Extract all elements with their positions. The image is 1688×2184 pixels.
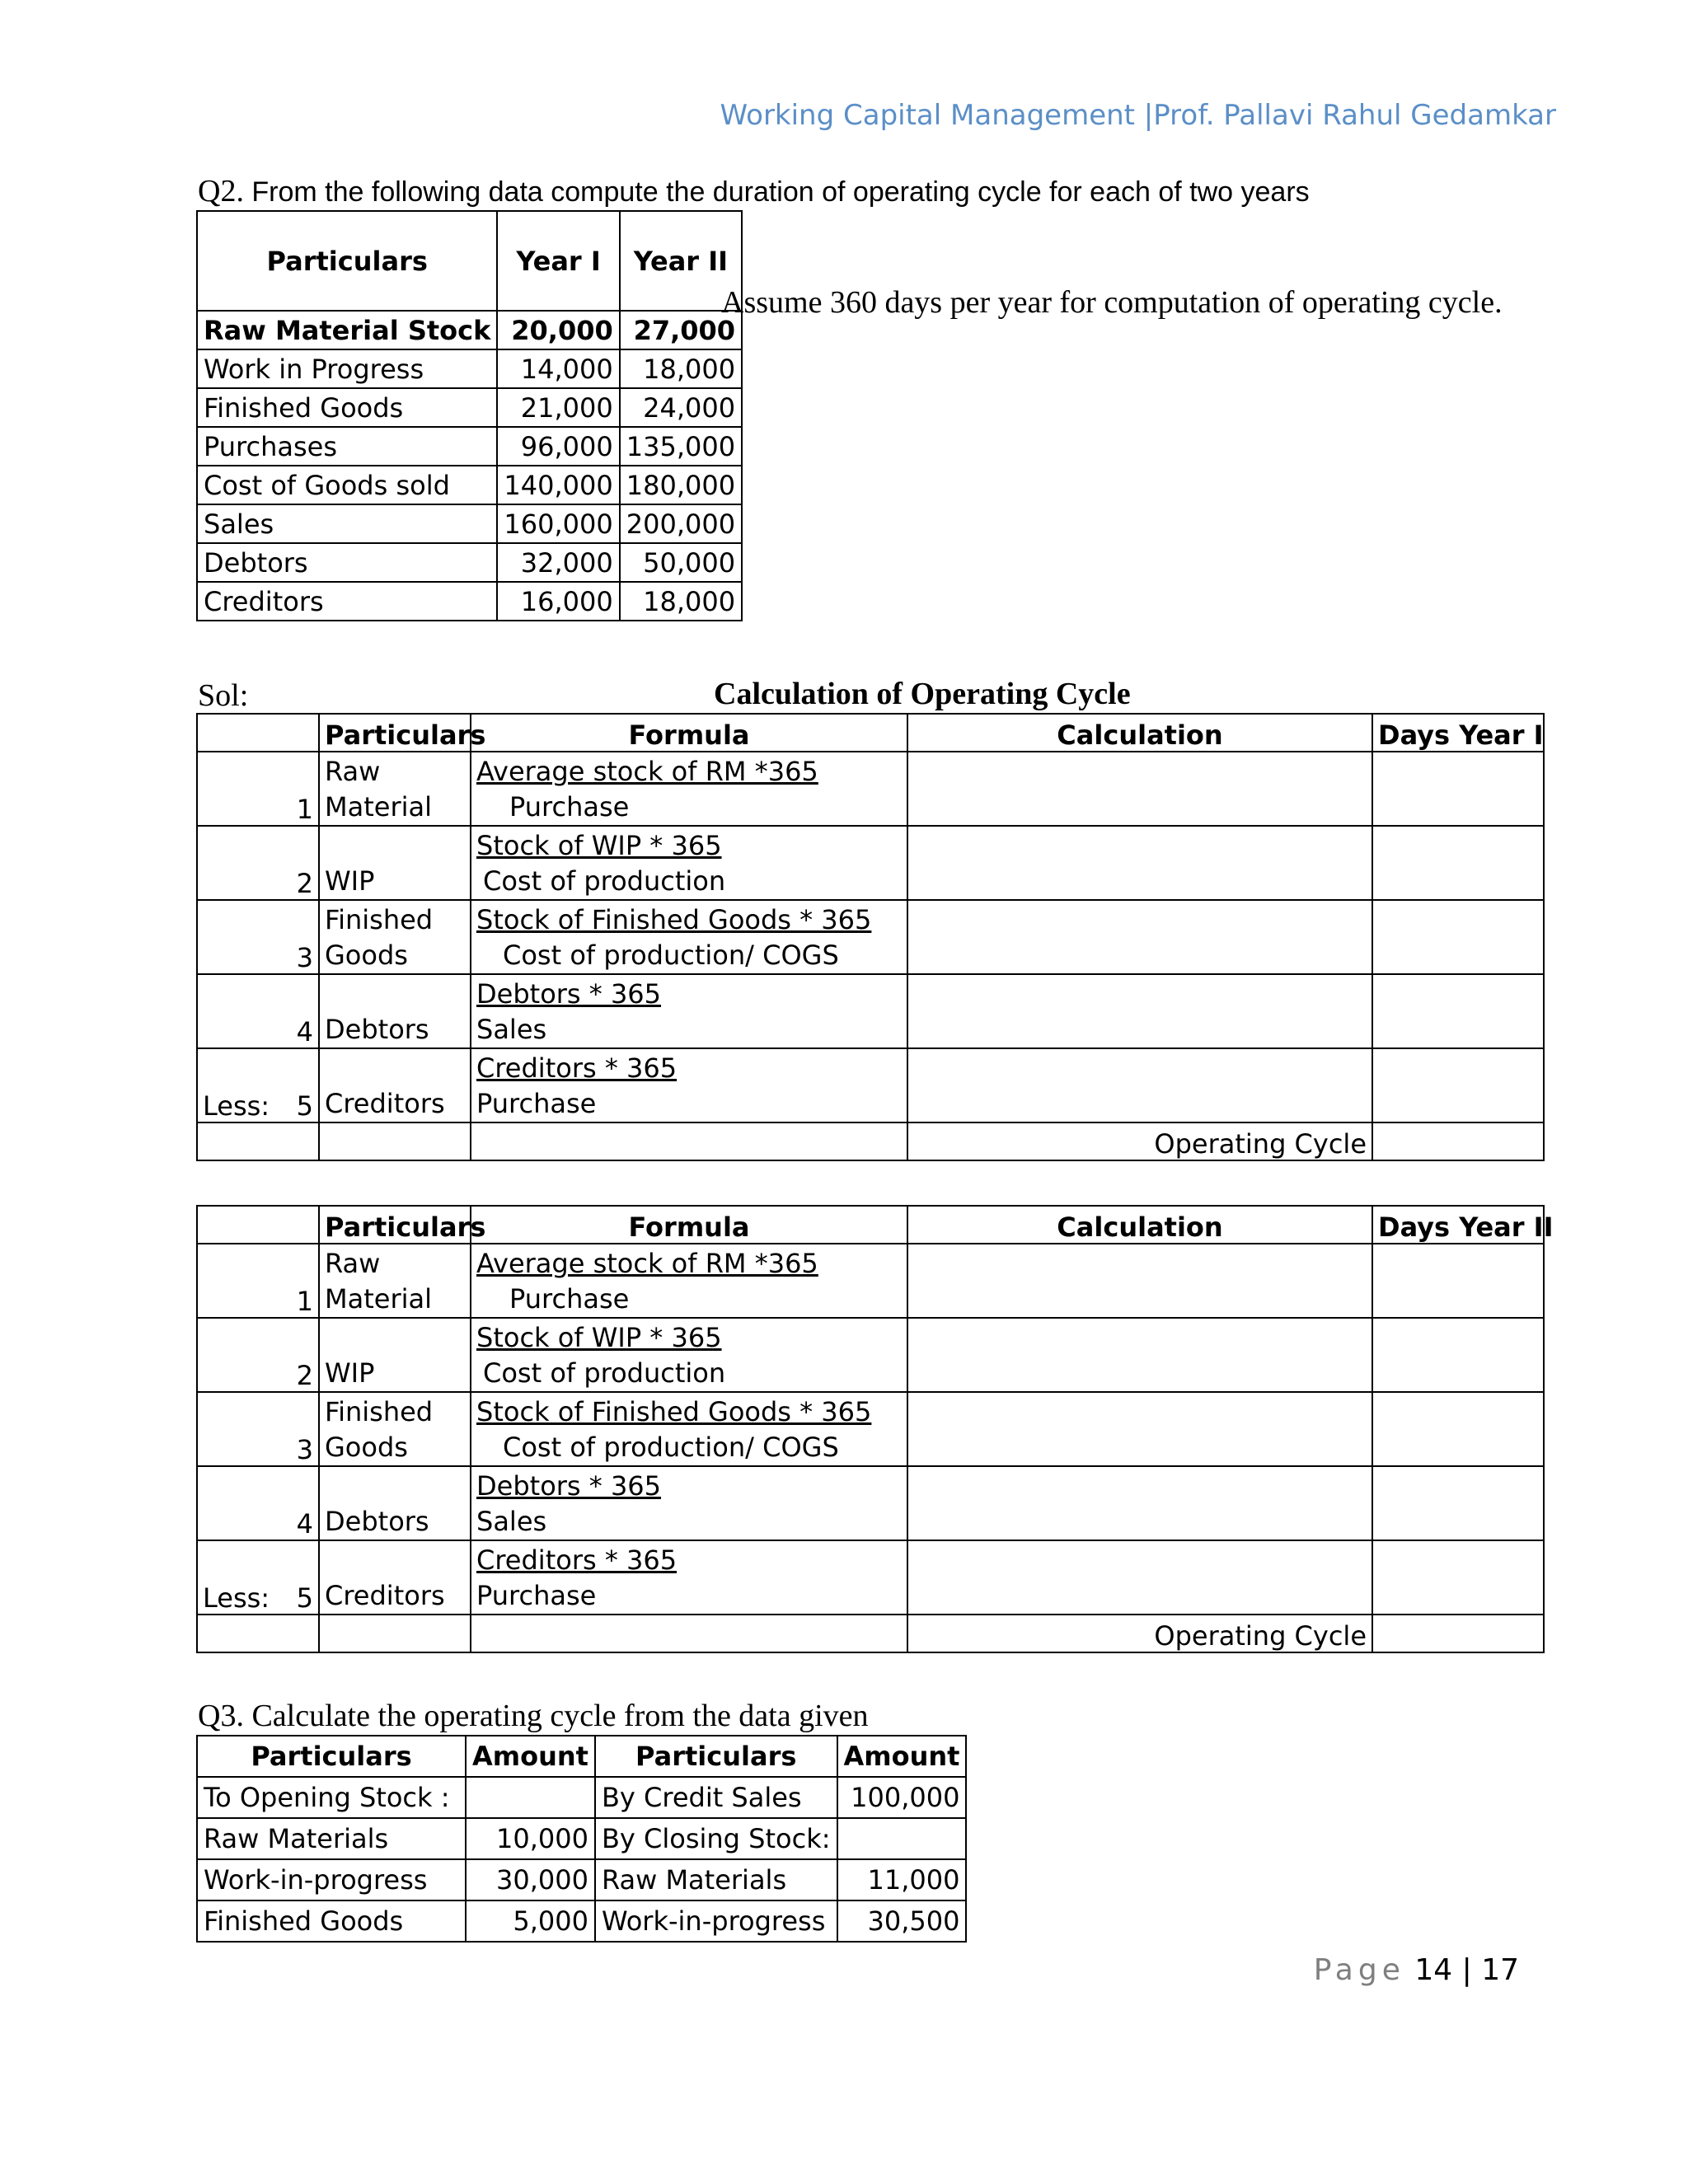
cycle-calculation <box>907 752 1372 826</box>
page-footer <box>1314 1953 1519 1987</box>
q2-row <box>197 504 742 543</box>
cycle-formula <box>471 826 907 900</box>
q3-text: Calculate the operating cycle from the data given <box>243 1699 869 1733</box>
q2-cell-year1: 14,000 <box>497 349 619 388</box>
cycle-sno <box>197 1540 319 1615</box>
cycle1-header-formula: Formula <box>471 714 907 752</box>
cycle-formula <box>471 1244 907 1318</box>
q3-cell-particular-right: By Closing Stock: <box>595 1818 837 1859</box>
page-current: 14 <box>1414 1953 1453 1987</box>
cycle-particular <box>319 1540 471 1615</box>
cycle1-row <box>197 826 1544 900</box>
cycle2-header-sno <box>197 1206 319 1244</box>
q3-header-particulars-right: Particulars <box>595 1736 837 1777</box>
cycle-formula-numerator: Stock of Finished Goods * 365 <box>476 904 872 935</box>
cycle-formula-numerator: Average stock of RM *365 <box>476 756 818 787</box>
cycle-formula-denominator: Cost of production/ COGS <box>503 940 839 971</box>
cycle-formula-denominator: Sales <box>476 1014 547 1045</box>
q3-cell-particular-right: Work-in-progress <box>595 1900 837 1942</box>
page-word: Page <box>1313 1953 1405 1987</box>
cycle-sno <box>197 752 319 826</box>
cycle-particular <box>319 900 471 974</box>
q3-cell-particular-left: Finished Goods <box>197 1900 466 1942</box>
cycle-less-label: Less: <box>203 1582 270 1614</box>
cycle2-operating-cycle-label: Operating Cycle <box>907 1615 1372 1652</box>
cycle-sno <box>197 1048 319 1122</box>
cycle-days <box>1372 826 1544 900</box>
q2-cell-year2: 200,000 <box>620 504 742 543</box>
cycle1-row <box>197 900 1544 974</box>
q2-question <box>198 173 1310 209</box>
cycle-days <box>1372 752 1544 826</box>
q2-cell-particular: Creditors <box>197 582 497 621</box>
q3-cell-amount-left: 30,000 <box>466 1859 595 1900</box>
cycle-calculation <box>907 1318 1372 1392</box>
cycle2-header-calculation: Calculation <box>907 1206 1372 1244</box>
cycle-formula-denominator: Purchase <box>476 1088 597 1119</box>
cycle-calculation <box>907 826 1372 900</box>
q3-cell-particular-left: To Opening Stock : <box>197 1777 466 1818</box>
cycle-particular-line2: Creditors <box>325 1088 445 1119</box>
cycle-calculation <box>907 900 1372 974</box>
cycle-formula-numerator: Stock of Finished Goods * 365 <box>476 1396 872 1427</box>
cycle-particular-line1: Finished <box>325 904 434 935</box>
cycle-particular <box>319 826 471 900</box>
cycle-sno <box>197 900 319 974</box>
cycle-particular <box>319 1048 471 1122</box>
cycle1-header-particulars: Particulars <box>319 714 471 752</box>
cycle2-header-days: Days Year II <box>1372 1206 1544 1244</box>
cycle-particular-line2: Debtors <box>325 1506 429 1537</box>
q3-cell-amount-right: 11,000 <box>837 1859 967 1900</box>
cycle-formula <box>471 1392 907 1466</box>
cycle-formula <box>471 1540 907 1615</box>
cycle2-row <box>197 1244 1544 1318</box>
cycle-sno <box>197 1392 319 1466</box>
cycle-formula-denominator: Purchase <box>509 791 630 823</box>
cycle-formula-numerator: Stock of WIP * 365 <box>476 830 722 861</box>
q3-cell-amount-right <box>837 1818 967 1859</box>
q2-cell-year2: 50,000 <box>620 543 742 582</box>
q2-text: From the following data compute the duration of operating cycle for each of two years <box>243 176 1310 208</box>
cycle-sno <box>197 1244 319 1318</box>
sol-label: Sol: <box>198 678 249 713</box>
cycle-days <box>1372 1466 1544 1540</box>
page-header: Working Capital Management |Prof. Pallavi Rahul Gedamkar <box>720 99 1556 132</box>
cycle-formula-numerator: Creditors * 365 <box>476 1052 678 1084</box>
q2-cell-year2: 27,000 <box>620 311 742 349</box>
q2-row <box>197 349 742 388</box>
operating-cycle-table-year1 <box>196 713 1545 1161</box>
cycle-formula <box>471 1466 907 1540</box>
cycle-sno-number: 4 <box>296 1508 313 1540</box>
cycle-calculation <box>907 1244 1372 1318</box>
cycle-calculation <box>907 1392 1372 1466</box>
page-separator: | <box>1461 1953 1472 1987</box>
cycle-particular <box>319 752 471 826</box>
cycle1-operating-cycle-label: Operating Cycle <box>907 1122 1372 1160</box>
q2-cell-year2: 18,000 <box>620 349 742 388</box>
q3-number: Q3. <box>198 1699 244 1733</box>
operating-cycle-table-year2 <box>196 1205 1554 1653</box>
cycle-formula-denominator: Purchase <box>509 1283 630 1315</box>
cycle2-row <box>197 1540 1544 1615</box>
cycle-formula-denominator: Cost of production <box>483 865 726 897</box>
cycle-particular <box>319 1466 471 1540</box>
q2-header-year2: Year II <box>620 211 742 311</box>
cycle2-row <box>197 1466 1544 1540</box>
q3-cell-particular-left: Raw Materials <box>197 1818 466 1859</box>
cycle-formula-denominator: Sales <box>476 1506 547 1537</box>
cycle2-operating-cycle-value <box>1372 1615 1544 1652</box>
cycle-sno <box>197 1318 319 1392</box>
q2-row <box>197 388 742 427</box>
cycle-particular-line1: Raw <box>325 756 381 787</box>
q3-row <box>197 1818 966 1859</box>
cycle-formula-denominator: Purchase <box>476 1580 597 1611</box>
cycle-sno-number: 5 <box>296 1090 313 1122</box>
cycle-days <box>1372 1244 1544 1318</box>
cycle-formula <box>471 900 907 974</box>
cycle1-row <box>197 974 1544 1048</box>
q3-data-table <box>196 1735 967 1943</box>
q3-cell-amount-left: 10,000 <box>466 1818 595 1859</box>
q2-cell-year1: 160,000 <box>497 504 619 543</box>
q3-header-amount-left: Amount <box>466 1736 595 1777</box>
q3-header-row <box>197 1736 966 1777</box>
q2-row <box>197 466 742 504</box>
q2-cell-particular: Work in Progress <box>197 349 497 388</box>
cycle-formula-denominator: Cost of production <box>483 1357 726 1389</box>
cycle2-row <box>197 1392 1544 1466</box>
cycle1-row <box>197 1048 1544 1122</box>
cycle-particular-line1: Raw <box>325 1248 381 1279</box>
q3-row <box>197 1859 966 1900</box>
cycle-sno-number: 2 <box>296 1360 313 1391</box>
cycle1-header-days: Days Year I <box>1372 714 1544 752</box>
cycle-days <box>1372 1048 1544 1122</box>
cycle-calculation <box>907 974 1372 1048</box>
q3-header-amount-right: Amount <box>837 1736 967 1777</box>
cycle1-total-row <box>197 1122 1544 1160</box>
q3-cell-amount-right: 100,000 <box>837 1777 967 1818</box>
cycle-formula-numerator: Debtors * 365 <box>476 978 662 1010</box>
cycle1-header-sno <box>197 714 319 752</box>
q3-row <box>197 1777 966 1818</box>
q2-data-table <box>196 210 743 621</box>
cycle2-total-row <box>197 1615 1544 1652</box>
q3-header-particulars-left: Particulars <box>197 1736 466 1777</box>
cycle-sno <box>197 1466 319 1540</box>
cycle2-row <box>197 1318 1544 1392</box>
cycle-sno-number: 2 <box>296 868 313 899</box>
q2-cell-year1: 140,000 <box>497 466 619 504</box>
cycle-particular-line2: Debtors <box>325 1014 429 1045</box>
q2-row <box>197 427 742 466</box>
cycle-particular-line2: Material <box>325 1283 432 1315</box>
q3-cell-amount-left: 5,000 <box>466 1900 595 1942</box>
q2-cell-year1: 32,000 <box>497 543 619 582</box>
cycle-days <box>1372 1318 1544 1392</box>
q2-cell-particular: Sales <box>197 504 497 543</box>
cycle-sno-number: 3 <box>296 1434 313 1465</box>
cycle-particular-line2: WIP <box>325 1357 375 1389</box>
q2-cell-particular: Raw Material Stock <box>197 311 497 349</box>
q3-cell-amount-left <box>466 1777 595 1818</box>
cycle-sno <box>197 974 319 1048</box>
q2-row <box>197 311 742 349</box>
cycle-formula-numerator: Debtors * 365 <box>476 1470 662 1502</box>
q2-cell-year1: 21,000 <box>497 388 619 427</box>
cycle-particular-line2: Goods <box>325 940 408 971</box>
cycle-formula-numerator: Stock of WIP * 365 <box>476 1322 722 1353</box>
q2-cell-particular: Cost of Goods sold <box>197 466 497 504</box>
cycle1-operating-cycle-value <box>1372 1122 1544 1160</box>
q3-row <box>197 1900 966 1942</box>
cycle-particular <box>319 1244 471 1318</box>
q2-cell-particular: Finished Goods <box>197 388 497 427</box>
cycle-sno-number: 1 <box>296 794 313 825</box>
q2-number: Q2. <box>198 174 244 209</box>
calc-title: Calculation of Operating Cycle <box>714 677 1131 711</box>
q3-question <box>198 1698 869 1734</box>
page-total: 17 <box>1481 1953 1519 1987</box>
cycle-formula <box>471 1318 907 1392</box>
q2-cell-year2: 24,000 <box>620 388 742 427</box>
q2-row <box>197 582 742 621</box>
cycle-days <box>1372 974 1544 1048</box>
q2-cell-year2: 180,000 <box>620 466 742 504</box>
cycle-formula <box>471 1048 907 1122</box>
cycle-particular-line1: Finished <box>325 1396 434 1427</box>
cycle-particular-line2: WIP <box>325 865 375 897</box>
cycle2-header-particulars: Particulars <box>319 1206 471 1244</box>
cycle-particular <box>319 974 471 1048</box>
cycle-particular-line2: Goods <box>325 1432 408 1463</box>
cycle-particular <box>319 1392 471 1466</box>
q2-cell-particular: Purchases <box>197 427 497 466</box>
q2-header-row <box>197 211 742 311</box>
q2-cell-year2: 135,000 <box>620 427 742 466</box>
cycle-formula <box>471 974 907 1048</box>
q2-cell-year2: 18,000 <box>620 582 742 621</box>
q3-cell-amount-right: 30,500 <box>837 1900 967 1942</box>
q3-cell-particular-left: Work-in-progress <box>197 1859 466 1900</box>
cycle-formula-numerator: Creditors * 365 <box>476 1544 678 1576</box>
cycle-formula <box>471 752 907 826</box>
cycle-sno <box>197 826 319 900</box>
cycle-days <box>1372 900 1544 974</box>
cycle-sno-number: 4 <box>296 1016 313 1047</box>
cycle-days <box>1372 1392 1544 1466</box>
cycle-sno-number: 5 <box>296 1582 313 1614</box>
assumption-note: Assume 360 days per year for computation of operating cycle. <box>721 285 1503 320</box>
cycle-days <box>1372 1540 1544 1615</box>
cycle-particular-line2: Creditors <box>325 1580 445 1611</box>
q2-cell-year1: 96,000 <box>497 427 619 466</box>
q2-cell-year1: 20,000 <box>497 311 619 349</box>
q3-cell-particular-right: By Credit Sales <box>595 1777 837 1818</box>
q2-cell-year1: 16,000 <box>497 582 619 621</box>
q2-header-particulars: Particulars <box>197 211 497 311</box>
cycle1-header-row <box>197 714 1544 752</box>
cycle-formula-numerator: Average stock of RM *365 <box>476 1248 818 1279</box>
cycle-particular <box>319 1318 471 1392</box>
cycle-calculation <box>907 1048 1372 1122</box>
cycle-particular-line2: Material <box>325 791 432 823</box>
cycle1-row <box>197 752 1544 826</box>
q2-row <box>197 543 742 582</box>
cycle-calculation <box>907 1466 1372 1540</box>
cycle-less-label: Less: <box>203 1090 270 1122</box>
cycle-calculation <box>907 1540 1372 1615</box>
q3-cell-particular-right: Raw Materials <box>595 1859 837 1900</box>
q2-cell-particular: Debtors <box>197 543 497 582</box>
cycle2-header-row <box>197 1206 1544 1244</box>
cycle1-header-calculation: Calculation <box>907 714 1372 752</box>
cycle-formula-denominator: Cost of production/ COGS <box>503 1432 839 1463</box>
q2-header-year1: Year I <box>497 211 619 311</box>
cycle-sno-number: 1 <box>296 1286 313 1317</box>
cycle2-header-formula: Formula <box>471 1206 907 1244</box>
cycle-sno-number: 3 <box>296 942 313 973</box>
